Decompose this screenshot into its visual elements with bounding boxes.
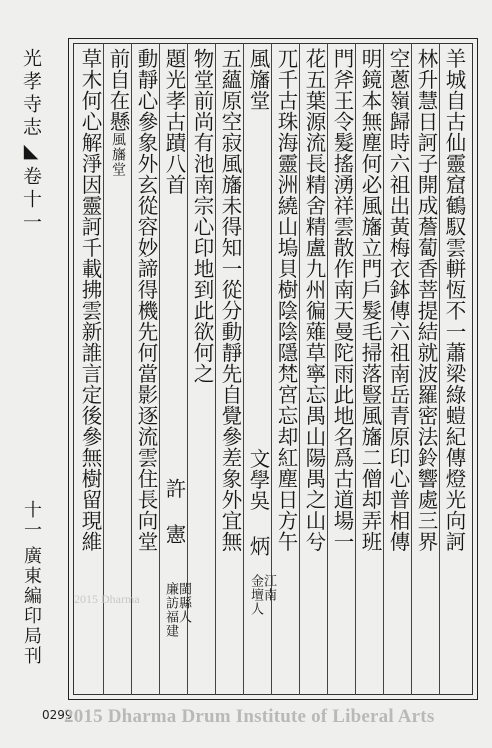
text-column xyxy=(330,48,354,552)
leaf-number: 十一 xyxy=(21,500,42,540)
author-note: 金壇人 xyxy=(248,574,263,616)
column-text: 前自在懸 xyxy=(106,48,130,132)
column-text: 五蘊原空寂風旛未得知一從分動靜先自覺參差象外宜無 xyxy=(218,48,242,552)
column-text: 物堂前尚有池南宗心印地到此欲何之 xyxy=(190,48,214,384)
text-column xyxy=(414,48,438,552)
column-rule xyxy=(439,43,440,695)
author-name xyxy=(246,448,270,557)
text-column xyxy=(78,48,102,552)
column-small-text: 風旛堂 xyxy=(110,132,126,177)
margin-book-title xyxy=(18,48,42,235)
volume-label: 卷十一 xyxy=(20,166,42,235)
column-text: 門斧王令髮搖湧祥雲散作南天曼陀雨此地名爲古道場一 xyxy=(330,48,354,552)
column-text: 兀千古珠海靈洲繞山塢貝樹陰陰隱梵宮忘却紅塵日方午 xyxy=(274,48,298,552)
watermark-small: 2015 Dharma xyxy=(74,592,140,606)
column-text: 羊城自古仙靈窟鶴馭雲軿恆不一蕭梁綠螘紀傳燈光向訶 xyxy=(442,48,466,552)
text-column xyxy=(246,48,270,111)
column-text: 草木何心解淨因靈訶千載拂雲新誰言定後參無樹留現維 xyxy=(78,48,102,552)
column-text: 明鏡本無塵何必風旛立門戶髮毛掃落豎風旛二僧却弄班 xyxy=(358,48,382,552)
column-rule xyxy=(383,43,384,695)
text-column xyxy=(358,48,382,552)
column-rule xyxy=(299,43,300,695)
book-title: 光孝寺志 xyxy=(20,48,42,140)
author-name xyxy=(162,478,186,545)
text-column xyxy=(134,48,158,552)
column-text: 花五葉源流長精舍精盧九州徧薙草寧忘禺山陽禺之山兮 xyxy=(302,48,326,552)
author-text: 文學吳 炳 xyxy=(246,448,270,557)
column-rule xyxy=(215,43,216,695)
text-column xyxy=(274,48,298,552)
poem-heading: 題光孝古蹟八首 xyxy=(162,48,186,195)
publisher-label: 廣東編印局刊 xyxy=(21,546,42,666)
page-number: 0299 xyxy=(42,708,73,722)
column-rule xyxy=(411,43,412,695)
text-column xyxy=(218,48,242,552)
column-rule xyxy=(159,43,160,695)
column-rule xyxy=(243,43,244,695)
author-text: 許 憲 xyxy=(162,478,186,545)
text-column xyxy=(190,48,214,384)
poem-heading: 風旛堂 xyxy=(246,48,270,111)
text-column xyxy=(442,48,466,552)
author-note: 江南 xyxy=(261,574,276,602)
column-text: 林升慧日訶子開成薝蔔香菩提結就波羅密法鈴響處三界 xyxy=(414,48,438,552)
column-text: 動靜心參象外玄從容妙諦得機先何當影逐流雲住長向堂 xyxy=(134,48,158,552)
margin-publisher xyxy=(18,500,42,666)
column-text: 空蔥嶺歸時六祖出黃梅衣鉢傳六祖南岳青原印心普相傳 xyxy=(386,48,410,552)
column-rule xyxy=(355,43,356,695)
author-note: 廉訪福建 xyxy=(163,582,178,638)
watermark-footer: 2015 Dharma Drum Institute of Liberal Arts xyxy=(64,706,435,727)
text-column xyxy=(302,48,326,552)
text-column xyxy=(162,48,186,195)
author-note: 閩縣人 xyxy=(176,582,191,624)
text-column xyxy=(106,48,130,177)
text-column xyxy=(386,48,410,552)
fishtail-icon: ◣ xyxy=(20,140,42,166)
column-rule xyxy=(327,43,328,695)
